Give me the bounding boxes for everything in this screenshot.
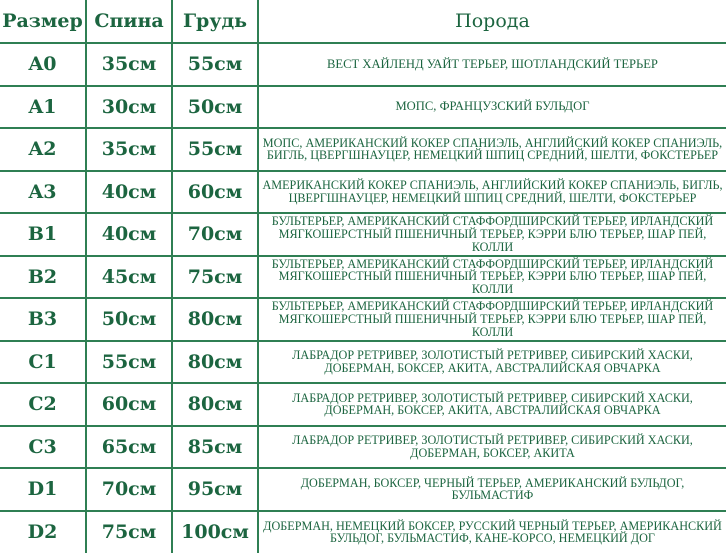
breed-cell: МОПС, АМЕРИКАНСКИЙ КОКЕР СПАНИЭЛЬ, АНГЛИЙСКИЙ КОКЕР СПАНИЭЛЬ, БИГЛЬ, ЦВЕРГШНАУЦЕР, НЕМЕЦКИЙ ШПИЦ СРЕДНИЙ, ШЕЛТИ, ФОКСТЕРЬЕР <box>258 128 726 171</box>
breed-cell: БУЛЬТЕРЬЕР, АМЕРИКАНСКИЙ СТАФФОРДШИРСКИЙ ТЕРЬЕР, ИРЛАНДСКИЙ МЯГКОШЕРСТНЫЙ ПШЕНИЧНЫЙ ТЕРЬЕР, КЭРРИ БЛЮ ТЕРЬЕР, ШАР ПЕЙ, КОЛЛИ <box>258 256 726 299</box>
table-row <box>0 511 726 553</box>
chest-cell: 55см <box>172 128 258 171</box>
back-cell: 50см <box>86 298 172 341</box>
breed-cell: ВЕСТ ХАЙЛЕНД УАЙТ ТЕРЬЕР, ШОТЛАНДСКИЙ ТЕРЬЕР <box>258 43 726 86</box>
breed-cell: БУЛЬТЕРЬЕР, АМЕРИКАНСКИЙ СТАФФОРДШИРСКИЙ ТЕРЬЕР, ИРЛАНДСКИЙ МЯГКОШЕРСТНЫЙ ПШЕНИЧНЫЙ ТЕРЬЕР, КЭРРИ БЛЮ ТЕРЬЕР, ШАР ПЕЙ, КОЛЛИ <box>258 213 726 256</box>
size-cell: B3 <box>0 298 86 341</box>
back-cell: 65см <box>86 426 172 469</box>
size-cell: A1 <box>0 86 86 129</box>
size-cell: D1 <box>0 468 86 511</box>
table-row <box>0 383 726 426</box>
size-cell: A0 <box>0 43 86 86</box>
table-row <box>0 43 726 86</box>
breed-cell: БУЛЬТЕРЬЕР, АМЕРИКАНСКИЙ СТАФФОРДШИРСКИЙ ТЕРЬЕР, ИРЛАНДСКИЙ МЯГКОШЕРСТНЫЙ ПШЕНИЧНЫЙ ТЕРЬЕР, КЭРРИ БЛЮ ТЕРЬЕР, ШАР ПЕЙ, КОЛЛИ <box>258 298 726 341</box>
size-cell: A3 <box>0 171 86 214</box>
chest-cell: 60см <box>172 171 258 214</box>
chest-cell: 75см <box>172 256 258 299</box>
chest-cell: 80см <box>172 341 258 384</box>
header-row <box>0 0 726 43</box>
size-cell: B2 <box>0 256 86 299</box>
header-back: Спина <box>86 0 172 43</box>
size-cell: C1 <box>0 341 86 384</box>
breed-cell: МОПС, ФРАНЦУЗСКИЙ БУЛЬДОГ <box>258 86 726 129</box>
table-row <box>0 86 726 129</box>
size-cell: A2 <box>0 128 86 171</box>
breed-cell: ДОБЕРМАН, БОКСЕР, ЧЕРНЫЙ ТЕРЬЕР, АМЕРИКАНСКИЙ БУЛЬДОГ, БУЛЬМАСТИФ <box>258 468 726 511</box>
size-cell: D2 <box>0 511 86 553</box>
chest-cell: 55см <box>172 43 258 86</box>
table-row <box>0 426 726 469</box>
table-row <box>0 298 726 341</box>
size-cell: C2 <box>0 383 86 426</box>
back-cell: 35см <box>86 128 172 171</box>
breed-cell: ДОБЕРМАН, НЕМЕЦКИЙ БОКСЕР, РУССКИЙ ЧЕРНЫЙ ТЕРЬЕР, АМЕРИКАНСКИЙ БУЛЬДОГ, БУЛЬМАСТИФ, КАНЕ-КОРСО, НЕМЕЦКИЙ ДОГ <box>263 518 722 546</box>
table-row <box>0 213 726 256</box>
chest-cell: 85см <box>172 426 258 469</box>
table-row <box>0 341 726 384</box>
table-row <box>0 468 726 511</box>
back-cell: 40см <box>86 171 172 214</box>
back-cell: 35см <box>86 43 172 86</box>
back-cell: 30см <box>86 86 172 129</box>
table-row <box>0 128 726 171</box>
back-cell: 40см <box>86 213 172 256</box>
header-size: Размер <box>0 0 86 43</box>
table-row <box>0 256 726 299</box>
back-cell: 45см <box>86 256 172 299</box>
breed-cell: АМЕРИКАНСКИЙ КОКЕР СПАНИЭЛЬ, АНГЛИЙСКИЙ КОКЕР СПАНИЭЛЬ, БИГЛЬ, ЦВЕРГШНАУЦЕР, НЕМЕЦКИЙ ШПИЦ СРЕДНИЙ, ШЕЛТИ, ФОКСТЕРЬЕР <box>258 171 726 214</box>
breed-cell: ЛАБРАДОР РЕТРИВЕР, ЗОЛОТИСТЫЙ РЕТРИВЕР, СИБИРСКИЙ ХАСКИ, ДОБЕРМАН, БОКСЕР, АКИТА <box>258 426 726 469</box>
size-cell: C3 <box>0 426 86 469</box>
back-cell: 70см <box>86 468 172 511</box>
back-cell: 55см <box>86 341 172 384</box>
chest-cell: 100см <box>172 511 258 553</box>
size-cell: B1 <box>0 213 86 256</box>
breed-cell: ЛАБРАДОР РЕТРИВЕР, ЗОЛОТИСТЫЙ РЕТРИВЕР, СИБИРСКИЙ ХАСКИ, ДОБЕРМАН, БОКСЕР, АКИТА, АВСТРАЛИЙСКАЯ ОВЧАРКА <box>258 383 726 426</box>
header-chest: Грудь <box>172 0 258 43</box>
chest-cell: 80см <box>172 298 258 341</box>
header-breed: Порода <box>258 0 726 43</box>
chest-cell: 80см <box>172 383 258 426</box>
breed-cell: ЛАБРАДОР РЕТРИВЕР, ЗОЛОТИСТЫЙ РЕТРИВЕР, СИБИРСКИЙ ХАСКИ, ДОБЕРМАН, БОКСЕР, АКИТА, АВСТРАЛИЙСКАЯ ОВЧАРКА <box>258 341 726 384</box>
chest-cell: 95см <box>172 468 258 511</box>
table-row <box>0 171 726 214</box>
back-cell: 60см <box>86 383 172 426</box>
back-cell: 75см <box>86 511 172 553</box>
chest-cell: 50см <box>172 86 258 129</box>
chest-cell: 70см <box>172 213 258 256</box>
